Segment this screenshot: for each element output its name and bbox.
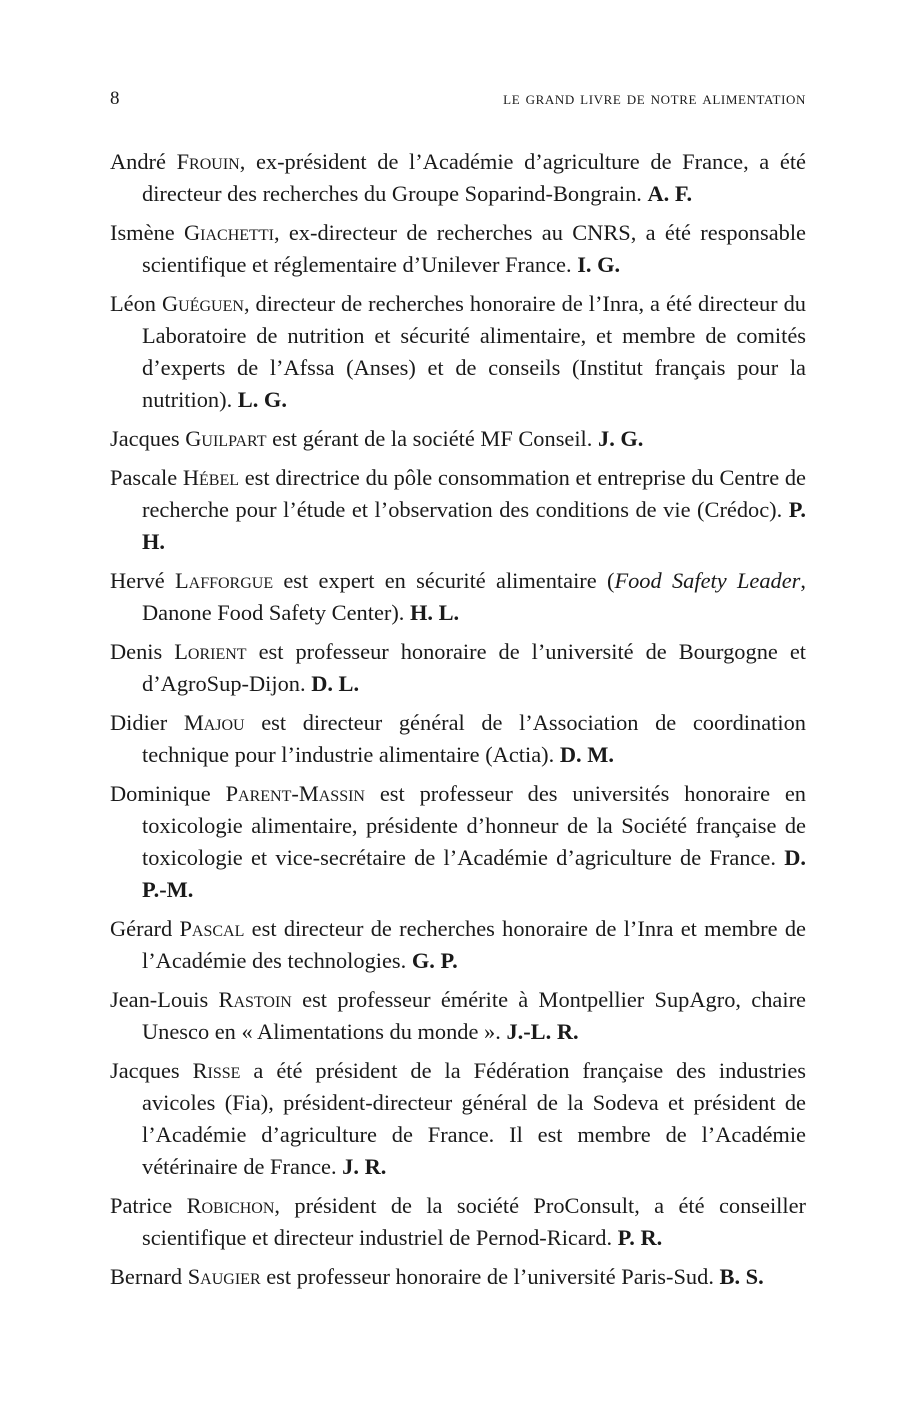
contributor-description: est professeur émérite à Montpellier SupAgro, chaire Unesco en « Alimentations du monde ». <box>142 987 806 1044</box>
contributor-description: a été président de la Fédération française des industries avicoles (Fia), président-directeur général de la Sodeva et président de l’Académie d’agriculture de France. Il est membre de l’Académie vétérinaire de France. <box>142 1058 806 1179</box>
contributor-first-name: Didier <box>110 710 168 735</box>
contributor-entry <box>110 1190 806 1254</box>
contributor-first-name: Ismène <box>110 220 175 245</box>
contributor-first-name: Bernard <box>110 1264 183 1289</box>
contributor-initials: J.-L. R. <box>506 1019 579 1044</box>
contributor-surname: Risse <box>192 1058 241 1083</box>
contributor-description: est expert en sécurité alimentaire ( <box>273 568 615 593</box>
contributor-surname: Lorient <box>174 639 247 664</box>
contributor-first-name: Jacques <box>110 426 180 451</box>
running-title: le grand livre de notre alimentation <box>503 88 806 109</box>
contributor-initials: D. P.-M. <box>142 845 806 902</box>
page <box>110 88 806 1300</box>
contributor-first-name: Léon <box>110 291 157 316</box>
contributor-entry <box>110 707 806 771</box>
contributor-description: , président de la société ProConsult, a été conseiller scientifique et directeur industriel de Pernod-Ricard. <box>142 1193 806 1250</box>
contributor-initials: B. S. <box>719 1264 764 1289</box>
contributor-initials: P. H. <box>142 497 807 554</box>
contributor-description: , directeur de recherches honoraire de l’Inra, a été directeur du Laboratoire de nutrition et sécurité alimentaire, et membre de comités d’experts de l’Afssa (Anses) et de conseils (Institut français pour la nutrition). <box>142 291 806 412</box>
contributor-initials: L. G. <box>237 387 287 412</box>
contributor-initials: H. L. <box>410 600 460 625</box>
contributor-description-end: , Danone Food Safety Center). <box>142 568 806 625</box>
contributor-first-name: André <box>110 149 166 174</box>
contributor-entry <box>110 1261 806 1293</box>
contributor-first-name: Gérard <box>110 916 173 941</box>
contributor-surname: Hébel <box>182 465 240 490</box>
contributor-surname: Rastoin <box>218 987 292 1012</box>
contributor-description: est directrice du pôle consommation et entreprise du Centre de recherche pour l’étude et l’observation des conditions de vie (Crédoc). <box>142 465 806 522</box>
contributor-surname: Robichon <box>186 1193 275 1218</box>
contributor-role-italic: Food Safety Leader <box>614 568 801 593</box>
contributor-description: est gérant de la société MF Conseil. <box>266 426 593 451</box>
contributor-surname: Lafforgue <box>174 568 274 593</box>
contributor-entry <box>110 146 806 210</box>
contributor-initials: G. P. <box>411 948 458 973</box>
contributor-surname: Parent-Massin <box>225 781 365 806</box>
contributor-description: est professeur des universités honoraire en toxicologie alimentaire, présidente d’honneur de la Société française de toxicologie et vice-secrétaire de l’Académie d’agriculture de France. <box>142 781 806 870</box>
contributor-initials: J. G. <box>598 426 644 451</box>
contributor-description: est professeur honoraire de l’université Paris-Sud. <box>260 1264 714 1289</box>
contributor-surname: Guéguen <box>162 291 244 316</box>
contributor-first-name: Jacques <box>110 1058 180 1083</box>
contributor-initials: I. G. <box>577 252 621 277</box>
contributor-initials: D. L. <box>311 671 360 696</box>
contributor-description: est professeur honoraire de l’université de Bourgogne et d’AgroSup-Dijon. <box>142 639 806 696</box>
contributor-description: est directeur général de l’Association de coordination technique pour l’industrie alimentaire (Actia). <box>142 710 806 767</box>
contributor-first-name: Dominique <box>110 781 211 806</box>
contributor-entry <box>110 423 806 455</box>
contributor-surname: Frouin <box>176 149 240 174</box>
contributor-entry <box>110 288 806 416</box>
contributor-first-name: Patrice <box>110 1193 173 1218</box>
contributor-description: , ex-président de l’Académie d’agriculture de France, a été directeur des recherches du Groupe Soparind-Bongrain. <box>142 149 806 206</box>
contributor-description: , ex-directeur de recherches au CNRS, a été responsable scientifique et réglementaire d’Unilever France. <box>142 220 806 277</box>
contributor-first-name: Pascale <box>110 465 178 490</box>
contributor-surname: Majou <box>183 710 245 735</box>
contributor-entry <box>110 1055 806 1183</box>
contributor-list <box>110 146 806 1293</box>
contributor-entry <box>110 984 806 1048</box>
contributor-entry <box>110 217 806 281</box>
page-number: 8 <box>110 88 120 109</box>
contributor-surname: Pascal <box>179 916 245 941</box>
contributor-first-name: Hervé <box>110 568 165 593</box>
contributor-surname: Saugier <box>187 1264 261 1289</box>
contributor-initials: A. F. <box>647 181 693 206</box>
contributor-entry <box>110 913 806 977</box>
contributor-entry <box>110 636 806 700</box>
contributor-surname: Guilpart <box>185 426 267 451</box>
contributor-entry <box>110 565 806 629</box>
contributor-entry <box>110 462 806 558</box>
contributor-surname: Giachetti <box>184 220 274 245</box>
contributor-first-name: Jean-Louis <box>110 987 209 1012</box>
contributor-description: est directeur de recherches honoraire de l’Inra et membre de l’Académie des technologies. <box>142 916 806 973</box>
contributor-entry <box>110 778 806 906</box>
contributor-initials: P. R. <box>617 1225 663 1250</box>
contributor-first-name: Denis <box>110 639 163 664</box>
contributor-initials: J. R. <box>342 1154 387 1179</box>
contributor-initials: D. M. <box>559 742 614 767</box>
running-header <box>110 88 806 124</box>
